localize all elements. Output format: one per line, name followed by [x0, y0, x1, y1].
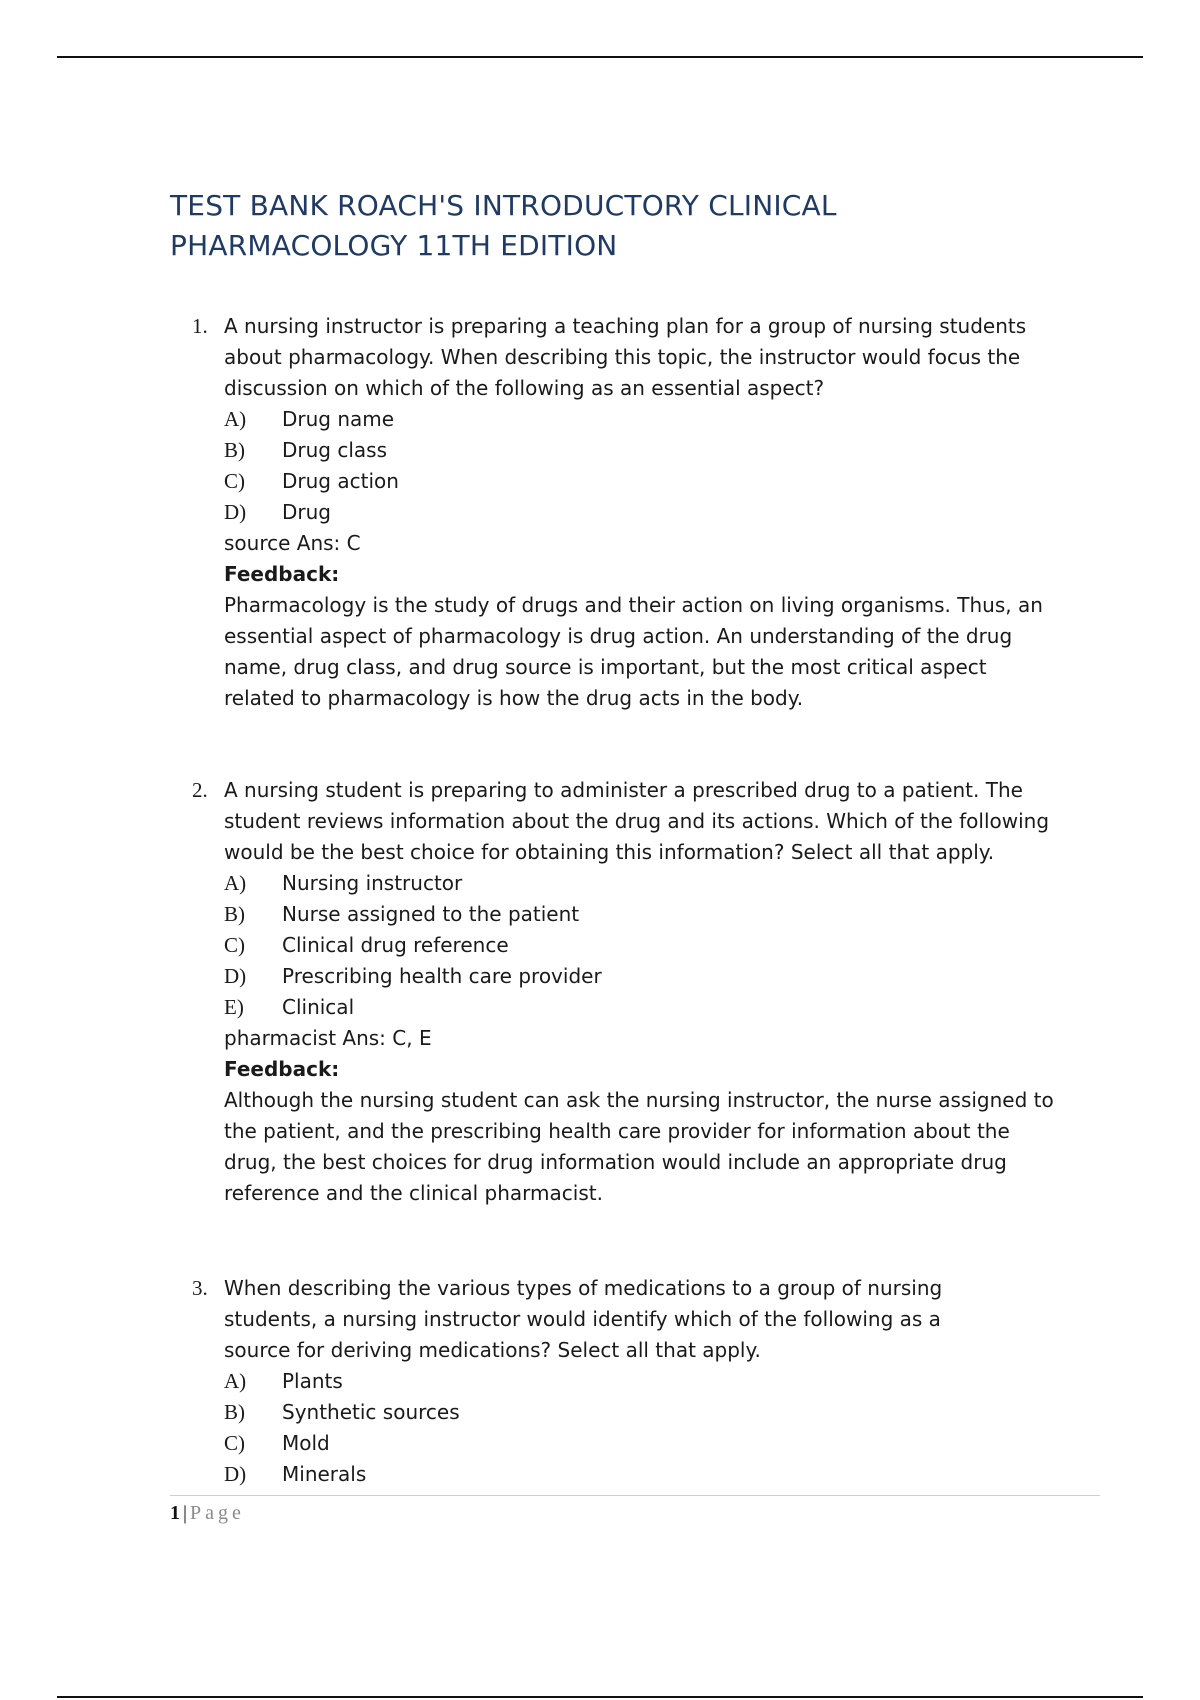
- option-letter: A): [224, 407, 247, 431]
- question-stem-line: would be the best choice for obtaining this information? Select all that apply.: [224, 840, 995, 864]
- answer-option: [224, 1366, 1084, 1397]
- option-letter: A): [224, 1369, 247, 1393]
- answer-option: [224, 1459, 1084, 1490]
- option-text: Drug action: [282, 469, 399, 493]
- page-label: Page: [190, 1502, 245, 1524]
- option-letter: B): [224, 1400, 245, 1424]
- option-text: Minerals: [282, 1462, 367, 1486]
- question-stem-line: students, a nursing instructor would identify which of the following as a: [224, 1307, 941, 1331]
- option-text: Synthetic sources: [282, 1400, 460, 1424]
- answer-option: [224, 961, 1084, 992]
- option-letter: D): [224, 1462, 247, 1486]
- option-text: Nurse assigned to the patient: [282, 902, 580, 926]
- footer-separator: |: [183, 1502, 188, 1524]
- answer-option: [224, 497, 1084, 528]
- feedback-line: related to pharmacology is how the drug acts in the body.: [224, 686, 804, 710]
- option-text: Mold: [282, 1431, 330, 1455]
- feedback-line: essential aspect of pharmacology is drug action. An understanding of the drug: [224, 624, 1013, 648]
- footer-page-edge-rule: [57, 1696, 1143, 1698]
- question-body: [224, 311, 1084, 714]
- answer-option: [224, 992, 1084, 1023]
- option-letter: C): [224, 1431, 245, 1455]
- answer-option: [224, 930, 1084, 961]
- feedback-line: name, drug class, and drug source is important, but the most critical aspect: [224, 655, 987, 679]
- header-rule: [57, 56, 1143, 58]
- option-text: Drug class: [282, 438, 387, 462]
- page-footer: [170, 1500, 245, 1526]
- feedback-line: drug, the best choices for drug information would include an appropriate drug: [224, 1150, 1007, 1174]
- option-letter: B): [224, 438, 245, 462]
- answer-option: [224, 1428, 1084, 1459]
- feedback-line: the patient, and the prescribing health care provider for information about the: [224, 1119, 1010, 1143]
- feedback-line: Pharmacology is the study of drugs and their action on living organisms. Thus, an: [224, 593, 1043, 617]
- feedback-line: reference and the clinical pharmacist.: [224, 1181, 603, 1205]
- answer-line: pharmacist Ans: C, E: [224, 1026, 432, 1050]
- option-letter: C): [224, 933, 245, 957]
- answer-option: [224, 435, 1084, 466]
- answer-option: [224, 899, 1084, 930]
- question-body: [224, 775, 1084, 1209]
- feedback-line: Although the nursing student can ask the nursing instructor, the nurse assigned to: [224, 1088, 1054, 1112]
- answer-option: [224, 404, 1084, 435]
- document-title: [170, 186, 990, 266]
- option-letter: A): [224, 871, 247, 895]
- answer-line: source Ans: C: [224, 531, 361, 555]
- page-number: 1: [170, 1502, 180, 1524]
- feedback-label: Feedback:: [224, 562, 340, 586]
- option-letter: E): [224, 995, 244, 1019]
- question-stem-line: source for deriving medications? Select all that apply.: [224, 1338, 761, 1362]
- option-text: Drug: [282, 500, 331, 524]
- option-text: Nursing instructor: [282, 871, 463, 895]
- question-number: 1.: [192, 314, 208, 338]
- question-stem-line: student reviews information about the drug and its actions. Which of the following: [224, 809, 1050, 833]
- question-stem-line: discussion on which of the following as an essential aspect?: [224, 376, 825, 400]
- option-text: Clinical drug reference: [282, 933, 509, 957]
- question-stem-line: A nursing student is preparing to administer a prescribed drug to a patient. The: [224, 778, 1023, 802]
- option-text: Plants: [282, 1369, 343, 1393]
- question-number: 2.: [192, 778, 208, 802]
- question-body: [224, 1273, 1084, 1490]
- answer-option: [224, 1397, 1084, 1428]
- question-stem-line: When describing the various types of medications to a group of nursing: [224, 1276, 943, 1300]
- question-stem-line: A nursing instructor is preparing a teaching plan for a group of nursing students: [224, 314, 1027, 338]
- option-text: Prescribing health care provider: [282, 964, 602, 988]
- option-letter: B): [224, 902, 245, 926]
- document-title-line-2: PHARMACOLOGY 11TH EDITION: [170, 229, 618, 262]
- option-letter: C): [224, 469, 245, 493]
- option-letter: D): [224, 500, 247, 524]
- answer-option: [224, 466, 1084, 497]
- answer-option: [224, 868, 1084, 899]
- question-stem-line: about pharmacology. When describing this topic, the instructor would focus the: [224, 345, 1021, 369]
- option-text: Clinical: [282, 995, 355, 1019]
- option-text: Drug name: [282, 407, 395, 431]
- feedback-label: Feedback:: [224, 1057, 340, 1081]
- footer-rule: [170, 1495, 1100, 1496]
- option-letter: D): [224, 964, 247, 988]
- document-title-line-1: TEST BANK ROACH'S INTRODUCTORY CLINICAL: [170, 189, 837, 222]
- question-number: 3.: [192, 1276, 208, 1300]
